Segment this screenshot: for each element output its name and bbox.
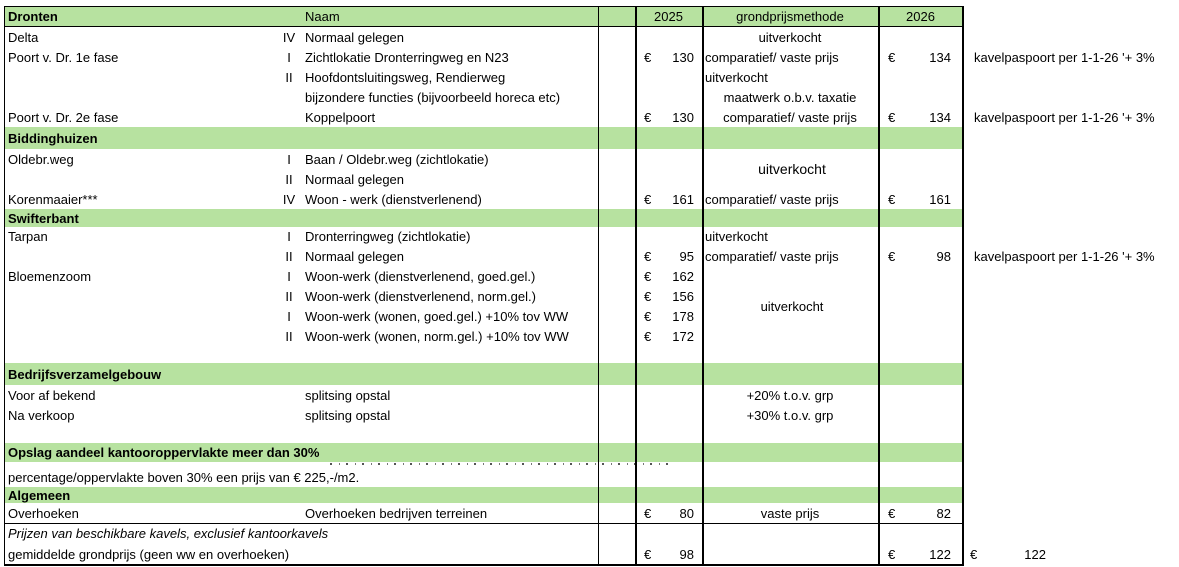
cell-gap[interactable] [598, 503, 635, 523]
cell-method[interactable]: comparatief/ vaste prijs [705, 49, 839, 65]
table-row [4, 189, 963, 209]
currency-symbol: € [888, 49, 896, 65]
header-area[interactable]: Dronten [8, 9, 58, 24]
cell-method[interactable]: maatwerk o.b.v. taxatie [723, 89, 857, 105]
cell-price-2026[interactable] [878, 246, 963, 266]
cell-price-2025[interactable] [635, 27, 702, 47]
cell-roman[interactable] [276, 87, 302, 107]
cell-roman[interactable] [276, 385, 302, 405]
section-title: Algemeen [8, 487, 71, 503]
annotation-kavelpaspoort-2[interactable]: kavelpaspoort per 1-1-26 '+ 3% [974, 109, 1155, 125]
merged-status-bloemenzoom[interactable]: uitverkocht [760, 298, 824, 314]
grid-line [635, 6, 637, 565]
cell-price-2026[interactable] [878, 149, 963, 169]
cell-price-2025[interactable] [635, 227, 702, 246]
currency-symbol: € [644, 308, 652, 324]
cell-name[interactable]: Korenmaaier*** [8, 191, 98, 207]
table-row [4, 467, 963, 487]
grid-line [4, 26, 964, 27]
currency-symbol: € [970, 547, 978, 562]
grid-line [4, 564, 964, 566]
currency-symbol: € [644, 49, 652, 65]
cell-gap[interactable] [598, 266, 635, 286]
annotation-kavelpaspoort-3[interactable]: kavelpaspoort per 1-1-26 '+ 3% [974, 248, 1155, 264]
section-title: Opslag aandeel kantooroppervlakte meer dan 30% [8, 445, 320, 460]
empty-row[interactable] [4, 346, 963, 363]
cell-name[interactable] [4, 326, 276, 346]
cell-price-2025[interactable] [635, 503, 702, 523]
header-2025[interactable]: 2025 [654, 9, 683, 24]
cell-naam[interactable]: Normaal gelegen [305, 29, 405, 45]
table-row [4, 227, 963, 246]
cell-price-2025[interactable] [635, 189, 702, 209]
cell-price-2025[interactable] [635, 47, 702, 67]
cell-gap[interactable] [598, 227, 635, 246]
cell-method[interactable]: vaste prijs [760, 505, 820, 521]
cell-gap[interactable] [598, 149, 635, 169]
header-roman[interactable] [276, 6, 302, 27]
cell-name[interactable] [4, 169, 276, 189]
cell-name[interactable]: percentage/oppervlakte boven 30% een prijs van € 225,-/m2. [8, 469, 360, 485]
cell-naam[interactable]: Normaal gelegen [305, 248, 405, 264]
grid-line [962, 6, 964, 565]
cell-naam[interactable]: Overhoeken bedrijven terreinen [305, 505, 488, 521]
cell-gap[interactable] [598, 286, 635, 306]
header-gap[interactable] [598, 6, 635, 27]
cell-price-2026[interactable] [878, 306, 963, 326]
cell-name[interactable]: Poort v. Dr. 1e fase [8, 49, 119, 65]
table-row [4, 67, 963, 87]
table-row [4, 405, 963, 425]
cell-price-2025[interactable] [635, 266, 702, 286]
cell-price-2025[interactable] [635, 87, 702, 107]
price-value: 122 [1024, 547, 1046, 562]
cell-gap[interactable] [598, 385, 635, 405]
cell-method[interactable]: comparatief/ vaste prijs [723, 109, 857, 125]
cell-price-2025[interactable] [635, 326, 702, 346]
section-row[interactable] [4, 487, 963, 503]
price-value: 98 [679, 547, 694, 562]
cell-naam[interactable]: Woon-werk (dienstverlenend, goed.gel.) [305, 268, 536, 284]
cell-price-2026[interactable] [878, 385, 963, 405]
cell-price-2026[interactable] [878, 503, 963, 523]
section-row[interactable] [4, 363, 963, 385]
cell-price-2026[interactable] [878, 266, 963, 286]
cell-roman[interactable] [276, 544, 302, 565]
currency-symbol: € [888, 547, 896, 562]
cell-method[interactable]: uitverkocht [758, 29, 822, 45]
cell-roman[interactable]: II [285, 171, 293, 187]
cell-price-2025[interactable] [635, 286, 702, 306]
cell-naam[interactable]: Woon-werk (wonen, norm.gel.) +10% tov WW [305, 328, 569, 344]
price-value: 122 [929, 547, 951, 562]
grid-line [4, 523, 964, 524]
cell-gap[interactable] [598, 405, 635, 425]
cell-price-2025[interactable] [635, 306, 702, 326]
table-row [4, 107, 963, 127]
cell-name[interactable]: Poort v. Dr. 2e fase [8, 109, 119, 125]
cell-roman[interactable]: I [287, 268, 291, 284]
cell-gap[interactable] [598, 27, 635, 47]
price-value: 130 [672, 49, 694, 65]
currency-symbol: € [644, 288, 652, 304]
cell-name[interactable] [4, 87, 276, 107]
currency-symbol: € [888, 109, 896, 125]
cell-price-2025[interactable] [635, 107, 702, 127]
cell-gap[interactable] [598, 544, 635, 565]
section-row[interactable] [4, 127, 963, 149]
price-value: 134 [929, 109, 951, 125]
price-value: 82 [936, 505, 951, 521]
empty-row[interactable] [4, 425, 963, 443]
cell-method[interactable]: comparatief/ vaste prijs [705, 248, 839, 264]
cell-roman[interactable]: IV [282, 29, 296, 45]
header-naam[interactable]: Naam [305, 9, 340, 24]
price-value: 162 [672, 268, 694, 284]
cell-price-2026[interactable] [878, 326, 963, 346]
section-title: Biddinghuizen [8, 130, 98, 146]
section-row[interactable] [4, 209, 963, 227]
currency-symbol: € [644, 328, 652, 344]
table-header-row [4, 6, 963, 27]
annotation-avg-price[interactable] [970, 544, 1046, 565]
cell-naam[interactable]: Woon-werk (wonen, goed.gel.) +10% tov WW [305, 308, 569, 324]
table-row [4, 87, 963, 107]
cell-name[interactable]: Tarpan [8, 229, 48, 244]
price-value: 172 [672, 328, 694, 344]
cell-method[interactable] [702, 544, 878, 565]
currency-symbol: € [888, 248, 896, 264]
cell-naam[interactable]: Baan / Oldebr.weg (zichtlokatie) [305, 151, 489, 167]
header-2026[interactable]: 2026 [906, 9, 935, 24]
cell-naam[interactable] [302, 544, 598, 565]
cell-roman[interactable] [276, 405, 302, 425]
cell-method[interactable]: +30% t.o.v. grp [746, 407, 834, 423]
cell-price-2026[interactable] [878, 227, 963, 246]
section-title: Swifterbant [8, 210, 79, 226]
cell-price-2025[interactable] [635, 405, 702, 425]
annotation-kavelpaspoort-1[interactable]: kavelpaspoort per 1-1-26 '+ 3% [974, 49, 1155, 65]
cell-gap[interactable] [598, 107, 635, 127]
cell-name[interactable] [4, 306, 276, 326]
price-value: 80 [679, 505, 694, 521]
cell-naam[interactable]: Dronterringweg (zichtlokatie) [305, 229, 471, 244]
cell-roman[interactable]: I [287, 151, 291, 167]
cell-name[interactable]: Overhoeken [8, 505, 79, 521]
cell-price-2026[interactable] [878, 107, 963, 127]
currency-symbol: € [644, 505, 652, 521]
cell-naam[interactable]: Hoofdontsluitingsweg, Rendierweg [305, 69, 506, 85]
currency-symbol: € [644, 547, 652, 562]
price-value: 178 [672, 308, 694, 324]
cell-roman[interactable]: IV [282, 191, 296, 207]
cell-price-2025[interactable] [635, 385, 702, 405]
price-value: 161 [929, 191, 951, 207]
table-row [4, 523, 963, 544]
cell-name[interactable] [4, 286, 276, 306]
table-row [4, 503, 963, 523]
price-value: 95 [679, 248, 694, 264]
cell-note-italic[interactable]: Prijzen van beschikbare kavels, exclusief kantoorkavels [8, 526, 329, 541]
price-value: 98 [936, 248, 951, 264]
cell-name[interactable]: Na verkoop [8, 407, 75, 423]
cell-name[interactable]: Bloemenzoom [8, 268, 92, 284]
cell-roman[interactable]: I [287, 308, 291, 324]
currency-symbol: € [644, 248, 652, 264]
cell-roman[interactable]: I [287, 49, 291, 65]
cell-gap[interactable] [598, 47, 635, 67]
grid-line [598, 6, 599, 565]
table-row [4, 27, 963, 47]
price-value: 130 [672, 109, 694, 125]
cell-gap[interactable] [598, 189, 635, 209]
cell-method[interactable]: comparatief/ vaste prijs [705, 191, 839, 207]
currency-symbol: € [644, 268, 652, 284]
cell-price-2026[interactable] [878, 67, 963, 87]
currency-symbol: € [644, 191, 652, 207]
currency-symbol: € [644, 109, 652, 125]
cell-name[interactable]: Delta [8, 29, 39, 45]
cell-price-2025[interactable] [635, 169, 702, 189]
currency-symbol: € [888, 505, 896, 521]
cell-method[interactable]: uitverkocht [705, 69, 768, 85]
price-value: 156 [672, 288, 694, 304]
cell-roman[interactable] [276, 107, 302, 127]
section-row[interactable] [4, 443, 963, 462]
cell-roman[interactable]: II [285, 69, 293, 85]
table-row [4, 544, 963, 565]
cell-gap[interactable] [598, 306, 635, 326]
cell-price-2025[interactable] [635, 544, 702, 565]
cell-price-2026[interactable] [878, 286, 963, 306]
cell-gap[interactable] [598, 326, 635, 346]
cell-name[interactable]: Voor af bekend [8, 387, 96, 403]
cell-price-2025[interactable] [635, 67, 702, 87]
cell-price-2026[interactable] [878, 87, 963, 107]
cell-roman[interactable]: II [285, 288, 293, 304]
cell-naam[interactable]: Normaal gelegen [305, 171, 405, 187]
section-title: Bedrijfsverzamelgebouw [8, 366, 162, 382]
grid-line [4, 6, 5, 565]
cell-gap[interactable] [598, 67, 635, 87]
cell-price-2025[interactable] [635, 149, 702, 169]
cell-gap[interactable] [598, 169, 635, 189]
table-row [4, 246, 963, 266]
cell-naam[interactable]: splitsing opstal [305, 407, 391, 423]
cell-naam[interactable]: Zichtlokatie Dronterringweg en N23 [305, 49, 509, 65]
cell-roman[interactable] [276, 503, 302, 523]
cell-naam[interactable]: splitsing opstal [305, 387, 391, 403]
merged-status-biddinghuizen[interactable]: uitverkocht [758, 161, 826, 177]
cell-roman[interactable]: II [285, 248, 293, 264]
cell-naam[interactable]: Koppelpoort [305, 109, 376, 125]
cell-naam[interactable]: bijzondere functies (bijvoorbeeld horeca etc) [305, 89, 561, 105]
cell-gap[interactable] [598, 246, 635, 266]
cell-roman[interactable]: II [285, 328, 293, 344]
cell-price-2025[interactable] [635, 246, 702, 266]
header-method[interactable]: grondprijsmethode [736, 9, 844, 24]
table-row [4, 385, 963, 405]
cell-gap[interactable] [598, 87, 635, 107]
cell-naam[interactable]: Woon - werk (dienstverlenend) [305, 191, 482, 207]
cell-price-2026[interactable] [878, 544, 963, 565]
cell-method[interactable]: uitverkocht [705, 229, 768, 244]
price-value: 161 [672, 191, 694, 207]
grid-line [4, 6, 964, 7]
cell-name[interactable] [4, 67, 276, 87]
currency-symbol: € [888, 191, 896, 207]
cell-naam[interactable]: Woon-werk (dienstverlenend, norm.gel.) [305, 288, 536, 304]
table-row [4, 47, 963, 67]
cell-price-2026[interactable] [878, 405, 963, 425]
cell-price-2026[interactable] [878, 169, 963, 189]
cell-name[interactable]: Oldebr.weg [8, 151, 74, 167]
grid-line [702, 6, 704, 565]
cell-price-2026[interactable] [878, 47, 963, 67]
cell-price-2026[interactable] [878, 189, 963, 209]
grid-line [878, 6, 880, 565]
cell-roman[interactable]: I [287, 229, 291, 244]
cell-method[interactable]: +20% t.o.v. grp [746, 387, 834, 403]
cell-name[interactable]: gemiddelde grondprijs (geen ww en overhoeken) [8, 547, 290, 562]
price-value: 134 [929, 49, 951, 65]
cell-name[interactable] [4, 246, 276, 266]
clipped-text-fragments [330, 463, 670, 465]
cell-price-2026[interactable] [878, 27, 963, 47]
